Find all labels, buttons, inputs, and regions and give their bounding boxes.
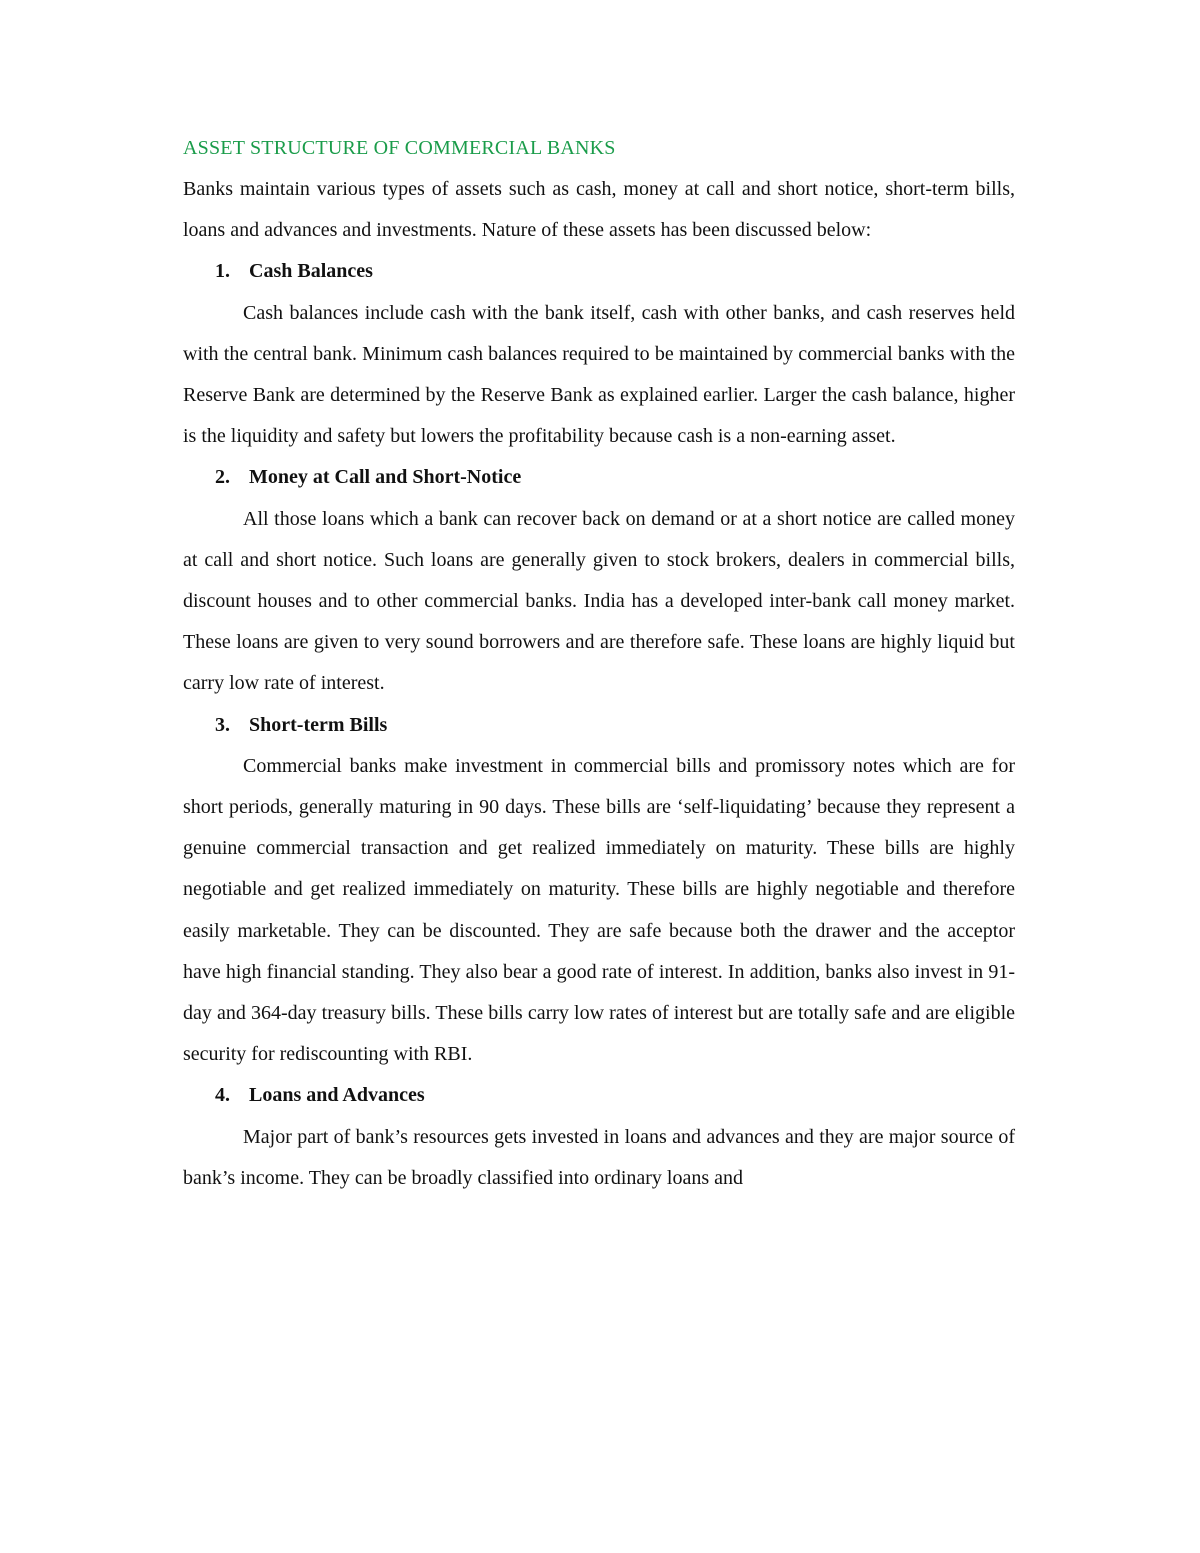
section-loans-and-advances [183,1075,1015,1199]
section-cash-balances [183,251,1015,457]
section-body: Commercial banks make investment in commercial bills and promissory notes which are for short periods, generally maturing in 90 days. These bills are ‘self-liquidating’ because they represent a genuine commercial transaction and get realized immediately on maturity. These bills are highly negotiable and get realized immediately on maturity. These bills are highly negotiable and therefore easily marketable. They can be discounted. They are safe because both the drawer and the acceptor have high financial standing. They also bear a good rate of interest. In addition, banks also invest in 91-day and 364-day treasury bills. These bills carry low rates of interest but are totally safe and are eligible security for rediscounting with RBI. [183,754,1015,1066]
section-short-term-bills [183,705,1015,1076]
section-heading [183,1075,1015,1116]
section-number: 3. [215,713,230,736]
section-body: Major part of bank’s resources gets invested in loans and advances and they are major source of bank’s income. They can be broadly classified into ordinary loans and [183,1125,1015,1189]
section-heading [183,457,1015,498]
section-heading-text: Money at Call and Short-Notice [249,466,522,489]
section-body: Cash balances include cash with the bank itself, cash with other banks, and cash reserves held with the central bank. Minimum cash balances required to be maintained by commercial banks with the Reserve Bank are determined by the Reserve Bank as explained earlier. Larger the cash balance, higher is the liquidity and safety but lowers the profitability because cash is a non-earning asset. [183,301,1015,448]
section-heading-text: Short-term Bills [249,713,388,736]
section-number: 4. [215,1084,230,1107]
section-heading [183,251,1015,292]
section-heading-text: Loans and Advances [249,1084,425,1107]
section-body: All those loans which a bank can recover back on demand or at a short notice are called money at call and short notice. Such loans are generally given to stock brokers, dealers in commercial bills, discount houses and to other commercial banks. India has a developed inter-bank call money market. These loans are given to very sound borrowers and are therefore safe. These loans are highly liquid but carry low rate of interest. [183,507,1015,695]
section-number: 1. [215,260,230,283]
document-page [183,128,1015,1199]
section-money-at-call [183,457,1015,704]
section-heading [183,705,1015,746]
section-number: 2. [215,466,230,489]
section-heading-text: Cash Balances [249,260,373,283]
intro-paragraph: Banks maintain various types of assets such as cash, money at call and short notice, short-term bills, loans and advances and investments. Nature of these assets has been discussed below: [183,178,1015,242]
page-title: ASSET STRUCTURE OF COMMERCIAL BANKS [183,137,616,159]
